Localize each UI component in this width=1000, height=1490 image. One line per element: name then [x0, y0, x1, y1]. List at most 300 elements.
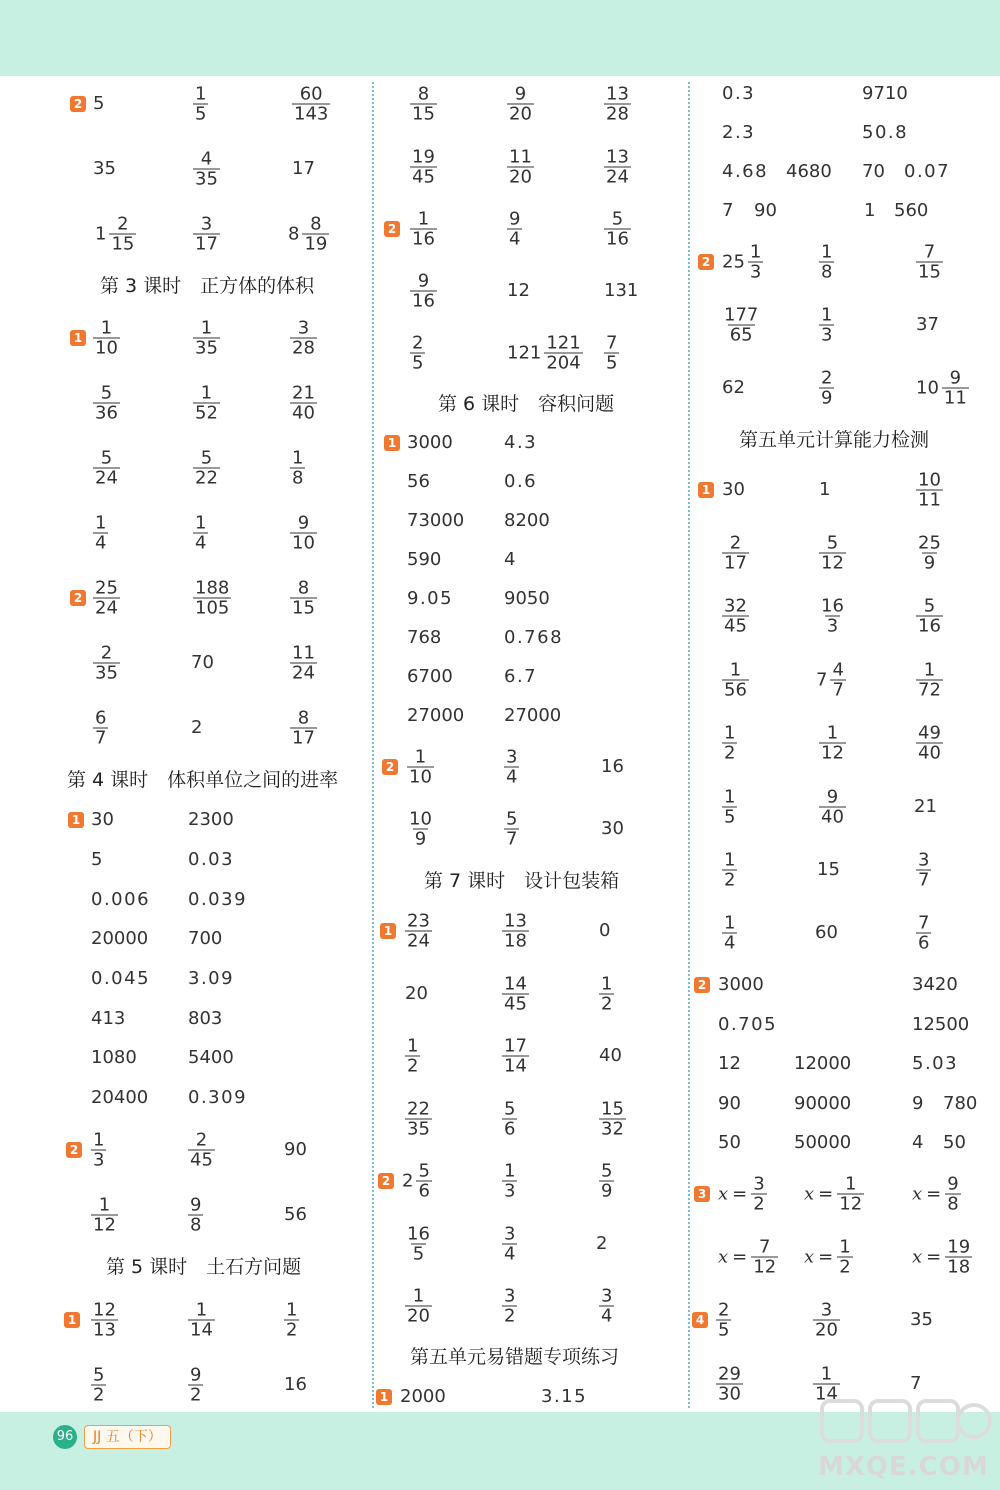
answer-number: 56 — [284, 1204, 307, 1225]
answer-fraction — [407, 748, 434, 787]
fraction — [410, 334, 425, 373]
denominator: 7 — [832, 679, 844, 701]
numerator: 3 — [504, 1223, 516, 1245]
answer-number: 12 — [507, 280, 530, 301]
denominator: 4 — [724, 932, 736, 954]
fraction — [813, 1301, 840, 1340]
fraction — [290, 709, 317, 748]
numerator: 2 — [821, 367, 833, 389]
numerator: 5 — [826, 532, 839, 554]
fraction — [604, 85, 631, 124]
answer-fraction — [604, 85, 631, 124]
numerator: 1 — [286, 1299, 298, 1321]
denominator: 72 — [918, 679, 941, 701]
answer-fraction — [916, 851, 931, 890]
numerator: 1 — [724, 786, 736, 808]
denominator: 12 — [93, 1214, 116, 1236]
numerator: 3 — [506, 746, 518, 768]
fraction — [599, 1100, 626, 1139]
denominator: 17 — [195, 233, 218, 255]
fraction — [302, 215, 329, 254]
fraction — [504, 748, 519, 787]
answer-fraction — [502, 1100, 517, 1139]
answer-fraction — [722, 306, 760, 345]
answer-fraction — [722, 914, 737, 953]
answer-fraction — [193, 215, 220, 254]
denominator: 24 — [95, 597, 118, 619]
numerator: 49 — [918, 722, 941, 744]
answer-number: 5 — [91, 849, 103, 870]
answer-fraction — [188, 1366, 203, 1405]
numerator: 1 — [417, 208, 430, 230]
answer-number: 5.03 — [912, 1053, 959, 1074]
question-badge-2: 2 — [694, 977, 710, 993]
answer-number: 12500 — [912, 1014, 970, 1035]
numerator: 3 — [753, 1173, 765, 1195]
fraction — [819, 597, 846, 636]
answer-number: 9710 — [862, 83, 908, 104]
fraction — [193, 215, 220, 254]
answer-mixed-number — [816, 661, 846, 700]
fraction — [284, 1301, 299, 1340]
answer-fraction — [91, 1366, 106, 1405]
answer-number: 30 — [91, 809, 114, 830]
answer-number: 15 — [817, 859, 840, 880]
numerator: 2 — [412, 332, 424, 354]
denominator: 40 — [918, 742, 941, 764]
answer-fraction — [599, 1100, 626, 1139]
answer-number: 70 — [191, 652, 214, 673]
numerator: 7 — [918, 912, 930, 934]
answer-fraction — [405, 912, 432, 951]
fraction — [722, 597, 749, 636]
answer-fraction — [93, 644, 120, 683]
question-badge-2: 2 — [378, 1173, 394, 1189]
numerator: 8 — [310, 213, 322, 235]
numerator: 11 — [509, 146, 532, 168]
top-color-band — [0, 0, 1000, 76]
variable-x: x — [912, 1183, 923, 1204]
denominator: 9 — [414, 828, 427, 850]
variable-x: x — [718, 1183, 729, 1204]
answer-fraction — [504, 810, 519, 849]
fraction — [188, 1131, 215, 1170]
fraction — [722, 788, 737, 827]
answer-number: 50 — [943, 1132, 966, 1153]
numerator: 1 — [724, 849, 736, 871]
fraction — [504, 810, 519, 849]
fraction — [502, 1162, 517, 1201]
numerator: 8 — [297, 577, 310, 599]
denominator: 3 — [826, 615, 839, 637]
fraction — [188, 1196, 203, 1235]
fraction — [751, 1238, 778, 1277]
numerator: 13 — [606, 146, 629, 168]
numerator: 7 — [606, 332, 618, 354]
answer-fraction — [410, 272, 437, 311]
fraction — [604, 210, 631, 249]
denominator: 35 — [407, 1118, 430, 1140]
denominator: 16 — [412, 290, 435, 312]
numerator: 1 — [749, 241, 762, 263]
answer-fraction — [599, 1162, 614, 1201]
answer-fraction — [604, 148, 631, 187]
page-number: 96 — [53, 1425, 77, 1449]
denominator: 6 — [418, 1180, 430, 1202]
whole-part: 7 — [816, 669, 828, 690]
answer-fraction — [507, 210, 522, 249]
denominator: 4 — [601, 1305, 613, 1327]
fraction — [193, 384, 220, 423]
denominator: 8 — [292, 467, 304, 489]
answer-fraction — [722, 534, 749, 573]
numerator: 2 — [100, 642, 113, 664]
fraction — [837, 1175, 864, 1214]
denominator: 8 — [947, 1193, 959, 1215]
answer-fraction — [188, 1131, 215, 1170]
answer-number: 8200 — [504, 510, 550, 531]
answer-fraction — [193, 579, 231, 618]
answer-number: 27000 — [407, 705, 465, 726]
denominator: 7 — [918, 869, 930, 891]
fraction — [93, 709, 108, 748]
fraction — [109, 215, 136, 254]
answer-fraction — [188, 1196, 203, 1235]
numerator: 5 — [611, 208, 624, 230]
fraction — [722, 914, 737, 953]
numerator: 1 — [844, 1173, 857, 1195]
numerator: 21 — [292, 382, 315, 404]
denominator: 35 — [195, 168, 218, 190]
fraction — [599, 1162, 614, 1201]
denominator: 13 — [93, 1319, 116, 1341]
answer-fraction — [819, 369, 834, 408]
numerator: 1 — [820, 1363, 833, 1385]
answer-number: 0.768 — [504, 627, 564, 648]
fraction — [819, 243, 834, 282]
section-heading-lesson-4: 第 4 课时 体积单位之间的进率 — [67, 769, 339, 791]
answer-number: 3420 — [912, 974, 958, 995]
answer-number: 0 — [599, 920, 611, 941]
fraction — [193, 579, 231, 618]
answer-number: 17 — [292, 158, 315, 179]
numerator: 3 — [820, 1299, 833, 1321]
section-heading-lesson-5: 第 5 课时 土石方问题 — [106, 1256, 302, 1278]
fraction — [91, 1366, 106, 1405]
answer-number: 27000 — [504, 705, 562, 726]
fraction — [292, 85, 330, 124]
question-badge-2: 2 — [384, 221, 400, 237]
numerator: 10 — [409, 808, 432, 830]
denominator: 3 — [504, 1180, 516, 1202]
fraction — [193, 150, 220, 189]
fraction — [916, 471, 943, 510]
numerator: 14 — [504, 973, 527, 995]
numerator: 1 — [821, 241, 833, 263]
answer-fraction — [91, 1301, 118, 1340]
numerator: 7 — [923, 241, 936, 263]
answer-number: 21 — [914, 796, 937, 817]
answer-fraction — [722, 597, 749, 636]
numerator: 5 — [506, 808, 518, 830]
numerator: 1 — [601, 973, 613, 995]
denominator: 20 — [509, 166, 532, 188]
numerator: 9 — [417, 270, 430, 292]
fraction — [405, 912, 432, 951]
question-badge-1: 1 — [384, 435, 400, 451]
answer-number: 6.7 — [504, 666, 538, 687]
answer-fraction — [193, 150, 220, 189]
numerator: 29 — [718, 1363, 741, 1385]
numerator: 5 — [601, 1160, 613, 1182]
answer-number: 50 — [718, 1132, 741, 1153]
answer-fraction — [290, 384, 317, 423]
answer-fraction — [819, 534, 846, 573]
numerator: 10 — [918, 469, 941, 491]
answer-number: 37 — [916, 314, 939, 335]
fraction — [502, 1037, 529, 1076]
answer-number: 3.09 — [188, 968, 235, 989]
equals-sign: = — [732, 1246, 748, 1267]
answer-number: 3.15 — [541, 1386, 588, 1407]
answer-fraction — [722, 661, 749, 700]
equals-sign: = — [818, 1246, 834, 1267]
answer-equation — [718, 1175, 767, 1214]
answer-number: 56 — [407, 471, 430, 492]
numerator: 3 — [918, 849, 930, 871]
denominator: 9 — [923, 552, 936, 574]
answer-fraction — [722, 851, 737, 890]
fraction — [507, 85, 534, 124]
answer-fraction — [93, 514, 108, 553]
numerator: 5 — [100, 447, 113, 469]
numerator: 8 — [417, 83, 430, 105]
whole-part: 1 — [95, 223, 107, 244]
fraction — [916, 914, 931, 953]
watermark-text: MXQE.COM — [818, 1452, 989, 1482]
denominator: 15 — [292, 597, 315, 619]
answer-mixed-number — [402, 1162, 432, 1201]
fraction — [410, 210, 437, 249]
edition-label: JJ 五（下） — [84, 1425, 171, 1449]
denominator: 16 — [606, 228, 629, 250]
answer-number: 90 — [754, 200, 777, 221]
denominator: 5 — [606, 352, 618, 374]
question-badge-2: 2 — [382, 759, 398, 775]
answer-number: 1080 — [91, 1047, 137, 1068]
fraction — [502, 1100, 517, 1139]
numerator: 5 — [504, 1098, 516, 1120]
answer-number: 9050 — [504, 588, 550, 609]
numerator: 3 — [601, 1285, 613, 1307]
denominator: 10 — [95, 337, 118, 359]
answer-fraction — [93, 449, 120, 488]
answer-fraction — [410, 148, 437, 187]
answer-equation — [912, 1238, 972, 1277]
numerator: 5 — [100, 382, 113, 404]
answer-number: 2.3 — [722, 122, 756, 143]
fraction — [722, 306, 760, 345]
answer-fraction — [916, 534, 943, 573]
answer-fraction — [599, 975, 614, 1014]
fraction — [91, 1196, 118, 1235]
numerator: 25 — [918, 532, 941, 554]
denominator: 2 — [190, 1384, 202, 1406]
fraction — [751, 1175, 766, 1214]
denominator: 45 — [190, 1149, 213, 1171]
fraction — [193, 449, 220, 488]
numerator: 12 — [93, 1299, 116, 1321]
denominator: 32 — [601, 1118, 624, 1140]
answer-fraction — [502, 1037, 529, 1076]
denominator: 17 — [292, 727, 315, 749]
fraction — [502, 975, 529, 1014]
numerator: 2 — [117, 213, 129, 235]
answer-number: 0.6 — [504, 471, 538, 492]
answer-number: 0.3 — [722, 83, 756, 104]
fraction — [290, 319, 317, 358]
numerator: 9 — [190, 1194, 202, 1216]
denominator: 56 — [724, 679, 747, 701]
numerator: 4 — [200, 148, 213, 170]
answer-number: 12 — [718, 1053, 741, 1074]
answer-fraction — [722, 788, 737, 827]
denominator: 5 — [412, 352, 424, 374]
fraction — [193, 514, 208, 553]
denominator: 16 — [412, 228, 435, 250]
denominator: 5 — [195, 103, 207, 125]
answer-fraction — [410, 85, 437, 124]
fraction — [722, 661, 749, 700]
numerator: 4 — [832, 659, 844, 681]
numerator: 60 — [299, 83, 323, 105]
denominator: 30 — [718, 1383, 741, 1405]
variable-x: x — [912, 1246, 923, 1267]
fraction — [91, 1131, 106, 1170]
answer-number: 4.3 — [504, 432, 538, 453]
fraction — [407, 810, 434, 849]
answer-number: 4.68 — [722, 161, 769, 182]
numerator: 2 — [195, 1129, 208, 1151]
denominator: 2 — [839, 1256, 851, 1278]
numerator: 19 — [412, 146, 435, 168]
denominator: 4 — [509, 228, 521, 250]
answer-number: 413 — [91, 1008, 126, 1029]
answer-number: 4680 — [786, 161, 832, 182]
numerator: 1 — [100, 317, 113, 339]
numerator: 23 — [407, 910, 430, 932]
fraction — [544, 334, 582, 373]
answer-number: 12000 — [794, 1053, 852, 1074]
numerator: 19 — [947, 1236, 971, 1258]
denominator: 143 — [294, 103, 329, 125]
fraction — [502, 1225, 517, 1264]
answer-fraction — [193, 384, 220, 423]
fraction — [507, 210, 522, 249]
answer-fraction — [407, 810, 434, 849]
fraction — [819, 306, 834, 345]
answer-number: 30 — [601, 818, 624, 839]
question-badge-2: 2 — [66, 1142, 82, 1158]
numerator: 16 — [407, 1223, 430, 1245]
question-badge-1: 1 — [70, 330, 86, 346]
numerator: 13 — [504, 910, 527, 932]
denominator: 16 — [918, 615, 941, 637]
fraction — [290, 579, 317, 618]
denominator: 6 — [504, 1118, 516, 1140]
denominator: 24 — [95, 467, 118, 489]
answer-number: 4 — [912, 1132, 924, 1153]
answer-fraction — [819, 788, 846, 827]
answer-fraction — [290, 709, 317, 748]
denominator: 18 — [947, 1256, 971, 1278]
fraction — [916, 724, 943, 763]
numerator: 1 — [414, 746, 427, 768]
answer-number: 4 — [504, 549, 516, 570]
answer-number: 0.705 — [718, 1014, 778, 1035]
fraction — [93, 449, 120, 488]
section-heading-lesson-7: 第 7 课时 设计包装箱 — [424, 870, 620, 892]
numerator: 16 — [821, 595, 844, 617]
answer-fraction — [193, 449, 220, 488]
answer-fraction — [91, 1131, 106, 1170]
denominator: 10 — [409, 766, 432, 788]
fraction — [502, 912, 529, 951]
answer-fraction — [502, 1287, 517, 1326]
numerator: 32 — [724, 595, 747, 617]
answer-fraction — [502, 1225, 517, 1264]
denominator: 105 — [195, 597, 230, 619]
numerator: 1 — [200, 382, 213, 404]
answer-fraction — [405, 1287, 432, 1326]
answer-number: 3000 — [407, 432, 453, 453]
numerator: 11 — [292, 642, 315, 664]
answer-number: 2300 — [188, 809, 234, 830]
answer-number: 131 — [604, 280, 639, 301]
denominator: 2 — [724, 742, 736, 764]
answer-fraction — [716, 1301, 731, 1340]
denominator: 2 — [407, 1055, 419, 1077]
numerator: 1 — [407, 1035, 419, 1057]
fraction — [188, 1366, 203, 1405]
numerator: 22 — [407, 1098, 430, 1120]
numerator: 1 — [93, 1129, 105, 1151]
variable-x: x — [718, 1246, 729, 1267]
answer-fraction — [916, 243, 943, 282]
answer-fraction — [290, 514, 317, 553]
answer-number: 2 — [596, 1233, 608, 1254]
answer-number: 2000 — [400, 1386, 446, 1407]
denominator: 9 — [601, 1180, 613, 1202]
fraction — [604, 334, 619, 373]
whole-part: 2 — [402, 1170, 414, 1191]
section-heading-lesson-6: 第 6 课时 容积问题 — [438, 393, 615, 415]
answer-number: 9 — [912, 1093, 924, 1114]
fraction — [290, 644, 317, 683]
numerator: 177 — [724, 304, 759, 326]
answer-equation — [718, 1238, 778, 1277]
numerator: 8 — [297, 707, 310, 729]
denominator: 12 — [753, 1256, 777, 1278]
denominator: 3 — [821, 324, 833, 346]
denominator: 2 — [286, 1319, 298, 1341]
denominator: 35 — [95, 662, 118, 684]
numerator: 188 — [195, 577, 230, 599]
denominator: 2 — [753, 1193, 765, 1215]
denominator: 11 — [943, 387, 967, 409]
answer-number: 20000 — [91, 928, 149, 949]
answer-number: 7 — [910, 1373, 922, 1394]
